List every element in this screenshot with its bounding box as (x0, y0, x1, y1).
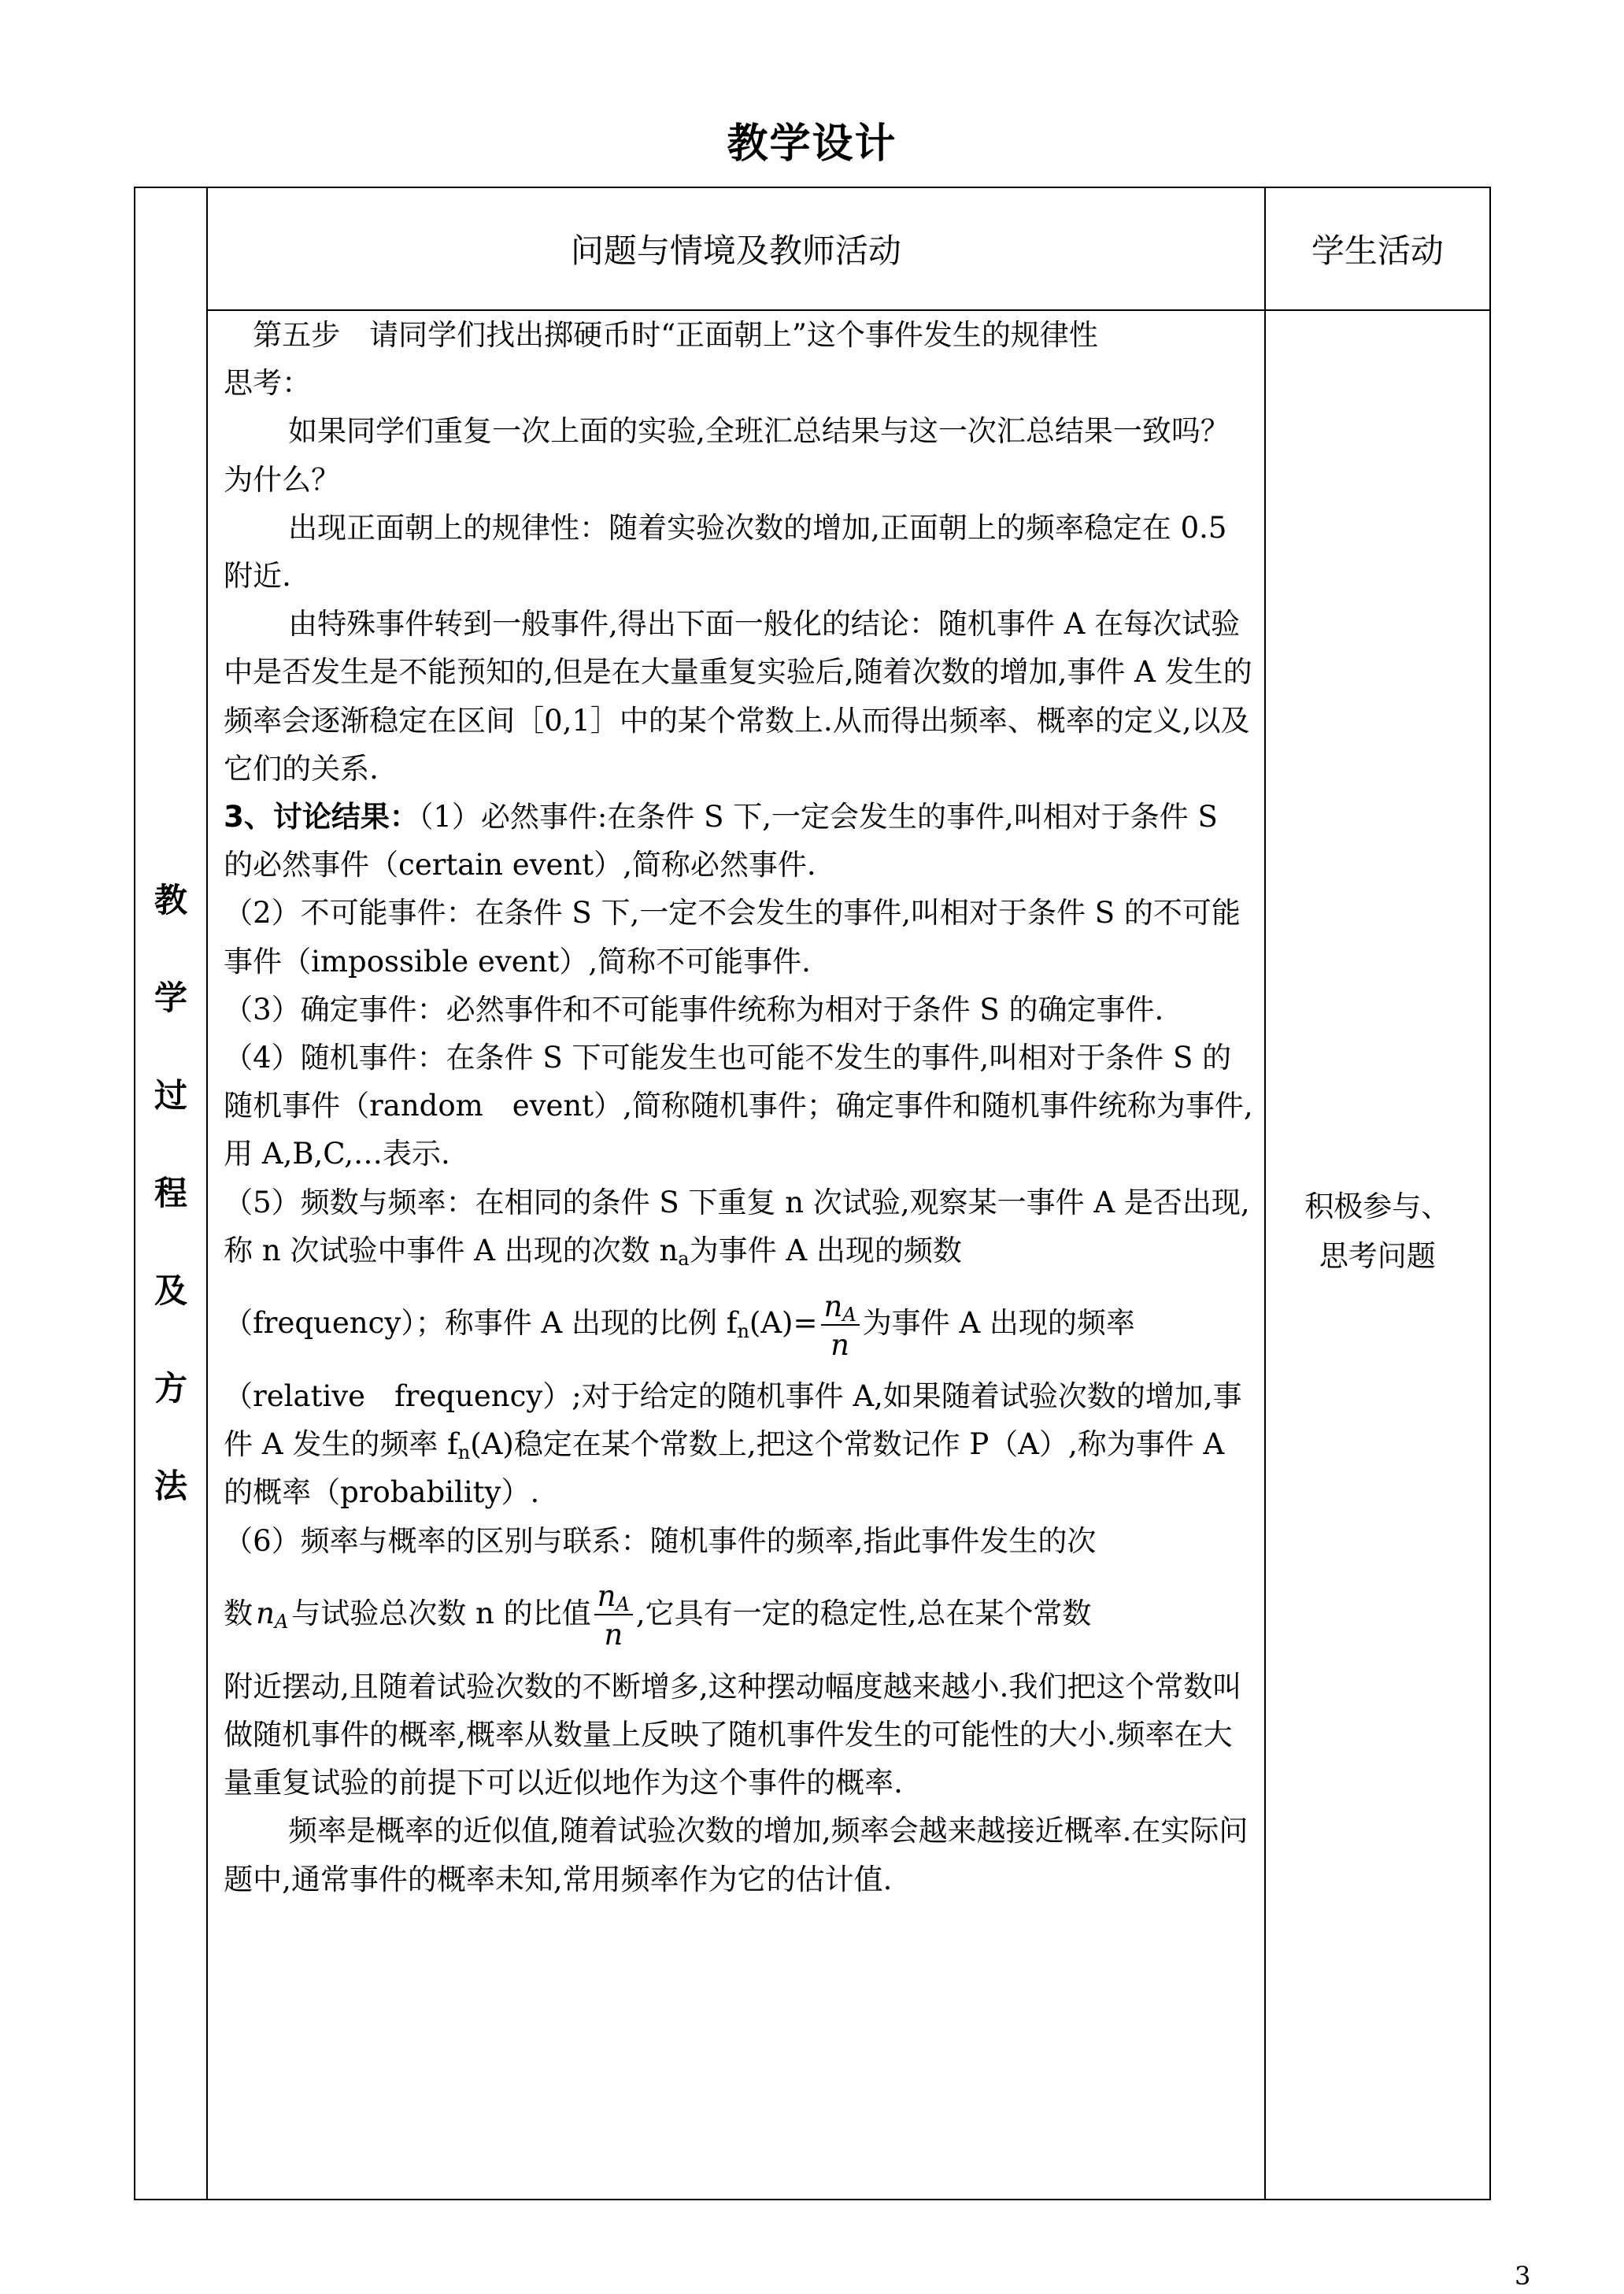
frequency-count-text-end: 为事件 A 出现的频数 (689, 1233, 962, 1267)
deterministic-event-paragraph: （3）确定事件：必然事件和不可能事件统称为相对于条件 S 的确定事件. (224, 992, 1164, 1027)
subscript-n-2: n (457, 1441, 471, 1464)
fraction-numerator: $n_A$ (821, 1292, 860, 1326)
frequency-formula-text-end: 为事件 A 出现的频率 (862, 1306, 1135, 1341)
approximation-paragraph: 频率是概率的近似值,随着试验次数的增加,频率会越来越接近概率.在实际问题中,通常事件的概率未知,常用频率作为它的估计值. (224, 1814, 1249, 1896)
fraction-denominator: n (830, 1327, 850, 1362)
student-activity-cell (1265, 310, 1490, 2200)
oscillation-paragraph: 附近摆动,且随着试验次数的不断增多,这种摆动幅度越来越小.我们把这个常数叫做随机事件的概率,概率从数量上反映了随机事件发生的可能性的大小.频率在大量重复试验的前提下可以近似地作为这个事件的概率. (224, 1669, 1242, 1800)
ratio-text-end: ,它具有一定的稳定性,总在某个常数 (635, 1596, 1092, 1630)
ratio-formula-line (224, 1565, 1253, 1663)
student-activity-line-2: 思考问题 (1319, 1239, 1436, 1273)
teacher-activity-content (224, 311, 1253, 1904)
think-label: 思考： (224, 366, 312, 401)
student-activity-line-1: 积极参与、 (1304, 1190, 1451, 1223)
relative-frequency-paragraph (224, 1372, 1253, 1517)
discussion-heading: 3、讨论结果： (224, 800, 419, 834)
header-content: 问题与情境及教师活动 (207, 187, 1265, 310)
inline-na: $n_A$ (256, 1596, 289, 1633)
difference-paragraph: （6）频率与概率的区别与联系：随机事件的频率,指此事件发生的次 (224, 1523, 1097, 1558)
general-conclusion-paragraph: 由特殊事件转到一般事件,得出下面一般化的结论：随机事件 A 在每次试验中是否发生是不能预知的,但是在大量重复实验后,随着次数的增加,事件 A 发生的频率会逐渐稳定在区间［0,1］中的某个常数上.从而得出频率、概率的定义,以及它们的关系. (224, 607, 1252, 786)
fraction-na-over-n-2 (594, 1579, 633, 1652)
header-student: 学生活动 (1265, 187, 1490, 310)
lesson-design-table (134, 187, 1491, 2200)
repeat-question-paragraph: 如果同学们重复一次上面的实验,全班汇总结果与这一次汇总结果一致吗？为什么？ (224, 414, 1230, 497)
random-event-paragraph: （4）随机事件：在条件 S 下可能发生也可能不发生的事件,叫相对于条件 S 的随机事件（random event）,简称随机事件；确定事件和随机事件统称为事件,用 A,B,C,…表示. (224, 1041, 1253, 1171)
impossible-event-paragraph: （2）不可能事件：在条件 S 下,一定不会发生的事件,叫相对于条件 S 的不可能事件（impossible event）,简称不可能事件. (224, 896, 1241, 979)
ratio-text-middle: 与试验总次数 n 的比值 (291, 1596, 591, 1630)
side-label-cell (135, 187, 207, 2200)
frequency-formula-equals: (A)= (749, 1306, 818, 1341)
page-number: 3 (1515, 2261, 1531, 2291)
frequency-formula-line (224, 1275, 1253, 1372)
regularity-paragraph: 出现正面朝上的规律性：随着实验次数的增加,正面朝上的频率稳定在 0.5 附近. (224, 510, 1227, 594)
teacher-activity-cell (207, 310, 1265, 2200)
frequency-count-paragraph (224, 1178, 1253, 1275)
student-activity-text (1266, 1182, 1489, 1328)
relative-frequency-text: （relative frequency）;对于给定的随机事件 A,如果随着试验次数的增加,事件 A 发生的频率 f (224, 1379, 1242, 1462)
page-title: 教学设计 (727, 120, 897, 168)
side-label: 教学过程及方法 (154, 881, 188, 1505)
step-five-paragraph: 第五步 请同学们找出掷硬币时“正面朝上”这个事件发生的规律性 (253, 318, 1098, 352)
fraction-na-over-n (821, 1289, 860, 1362)
certain-event-text: （1）必然事件:在条件 S 下,一定会发生的事件,叫相对于条件 S 的必然事件（certain event）,简称必然事件. (224, 800, 1218, 882)
subscript-n: n (737, 1320, 749, 1343)
fraction-denominator-2: n (604, 1618, 623, 1652)
frequency-formula-text: （frequency）；称事件 A 出现的比例 f (224, 1306, 738, 1341)
ratio-text-start: 数 (224, 1596, 253, 1630)
frequency-count-text: （5）频数与频率：在相同的条件 S 下重复 n 次试验,观察某一事件 A 是否出现,称 n 次试验中事件 A 出现的次数 n (224, 1185, 1250, 1267)
discussion-result-paragraph (224, 793, 1253, 889)
subscript-a: a (678, 1247, 690, 1270)
probability-definition-text: (A)稳定在某个常数上,把这个常数记作 P（A）,称为事件 A 的概率（probability）. (224, 1427, 1225, 1510)
fraction-numerator-2: $n_A$ (594, 1582, 633, 1615)
